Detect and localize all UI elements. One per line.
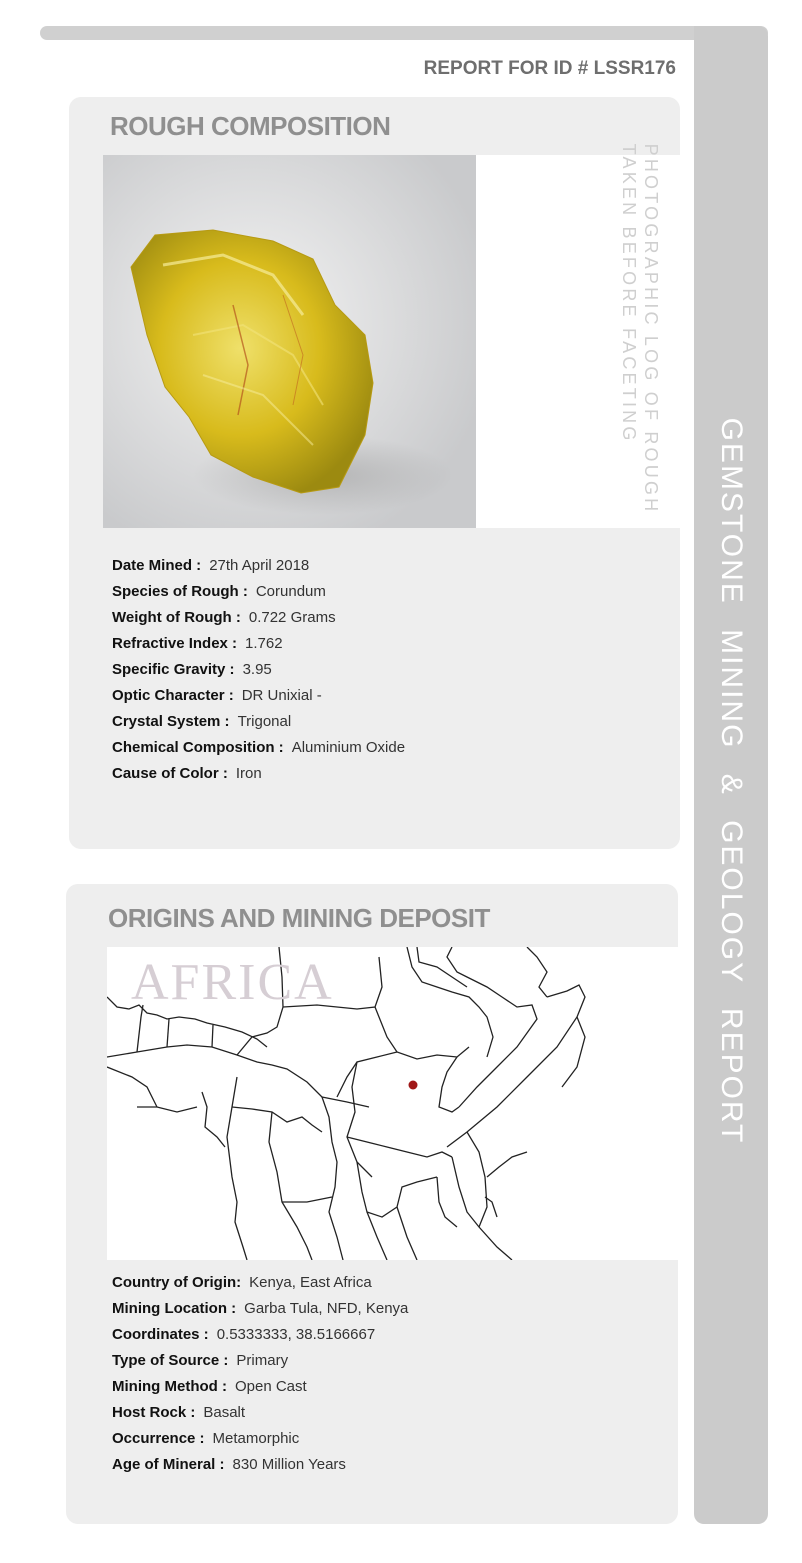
info-value: Basalt (203, 1404, 246, 1421)
origin-map (107, 947, 679, 1260)
info-value: 3.95 (242, 661, 272, 678)
photo-area (103, 155, 680, 528)
info-label: Refractive Index : (112, 635, 238, 652)
info-value: Metamorphic (212, 1430, 300, 1447)
info-label: Date Mined : (112, 557, 202, 574)
info-value: Corundum (255, 583, 326, 600)
info-label: Optic Character : (112, 687, 234, 704)
side-bar (694, 26, 768, 1524)
info-value: Iron (235, 765, 262, 782)
info-value: Garba Tula, NFD, Kenya (244, 1300, 409, 1317)
photo-caption-line2: TAKEN BEFORE FACETING (619, 143, 639, 444)
info-row-mining-method (112, 1374, 408, 1400)
info-row-host-rock (112, 1400, 408, 1426)
info-label: Cause of Color : (112, 765, 228, 782)
info-value: 0.722 Grams (248, 609, 336, 626)
info-label: Specific Gravity : (112, 661, 235, 678)
info-row-crystal-system (112, 709, 405, 735)
info-value: 0.5333333, 38.5166667 (216, 1326, 376, 1343)
info-label: Weight of Rough : (112, 609, 241, 626)
info-value: 830 Million Years (232, 1456, 346, 1473)
side-title (694, 26, 768, 1524)
info-value: Primary (236, 1352, 289, 1369)
photo-caption-line1: PHOTOGRAPHIC LOG OF ROUGH (641, 143, 661, 515)
info-row-weight (112, 605, 405, 631)
info-label: Country of Origin: (112, 1274, 242, 1291)
info-value: Open Cast (234, 1378, 307, 1395)
deposit-location-marker (409, 1081, 418, 1090)
rough-gem-image (103, 155, 476, 528)
info-row-country (112, 1270, 408, 1296)
info-row-source-type (112, 1348, 408, 1374)
side-title-text: GEMSTONE MINING & GEOLOGY REPORT (715, 417, 748, 1145)
photo-caption (618, 144, 662, 515)
rough-gem-photo (103, 155, 476, 528)
top-bar (40, 26, 768, 40)
rough-info-list (112, 553, 405, 787)
info-value: Aluminium Oxide (291, 739, 406, 756)
info-row-optic-character (112, 683, 405, 709)
info-row-date-mined (112, 553, 405, 579)
info-row-refractive-index (112, 631, 405, 657)
info-value: 27th April 2018 (209, 557, 310, 574)
report-id: REPORT FOR ID # LSSR176 (423, 58, 676, 79)
info-value: DR Unixial - (241, 687, 322, 704)
info-label: Mining Location : (112, 1300, 237, 1317)
info-row-coordinates (112, 1322, 408, 1348)
info-label: Coordinates : (112, 1326, 209, 1343)
rough-composition-title: ROUGH COMPOSITION (110, 111, 391, 141)
origins-title: ORIGINS AND MINING DEPOSIT (108, 903, 490, 933)
info-row-species (112, 579, 405, 605)
info-row-specific-gravity (112, 657, 405, 683)
info-value: 1.762 (245, 635, 283, 652)
info-label: Age of Mineral : (112, 1456, 225, 1473)
info-label: Chemical Composition : (112, 739, 284, 756)
origins-info-list (112, 1270, 408, 1478)
info-label: Crystal System : (112, 713, 230, 730)
info-label: Type of Source : (112, 1352, 229, 1369)
info-row-occurrence (112, 1426, 408, 1452)
info-label: Species of Rough : (112, 583, 248, 600)
info-value: Kenya, East Africa (249, 1274, 372, 1291)
info-label: Mining Method : (112, 1378, 227, 1395)
info-row-chemical-composition (112, 735, 405, 761)
info-row-mining-location (112, 1296, 408, 1322)
map-label: AFRICA (131, 954, 334, 1011)
info-label: Host Rock : (112, 1404, 196, 1421)
info-label: Occurrence : (112, 1430, 205, 1447)
info-row-age (112, 1452, 408, 1478)
info-row-cause-of-color (112, 761, 405, 787)
info-value: Trigonal (237, 713, 292, 730)
